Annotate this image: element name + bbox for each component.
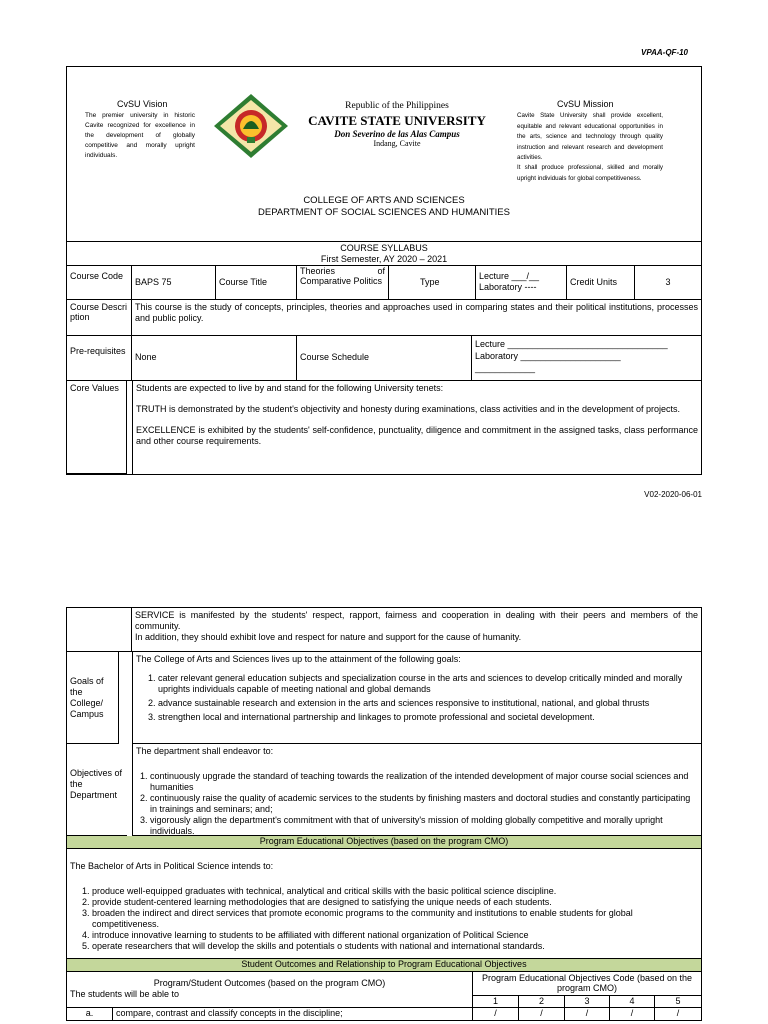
peo-body (67, 849, 701, 959)
service-line-2: In addition, they should exhibit love and respect for nature and support for the cause of humanity. (135, 632, 522, 642)
so-col-outcomes (67, 972, 473, 1008)
goals-list (136, 673, 698, 723)
description-text: This course is the study of concepts, principles, theories and approaches used in comparing states and their political institutions, processes and public policy. (132, 300, 701, 336)
objectives-label: Objectives of the Department (67, 744, 127, 836)
syllabus-title: COURSE SYLLABUS (340, 243, 428, 253)
so-row-mark-1: / (473, 1008, 519, 1020)
campus-location: Indang, Cavite (373, 139, 421, 148)
goals-intro: The College of Arts and Sciences lives up to the attainment of the following goals: (136, 654, 461, 664)
prereq-value: None (132, 336, 297, 381)
objectives-text (132, 744, 701, 836)
so-row-text: compare, contrast and classify concepts in the discipline; (113, 1008, 473, 1020)
type-value (476, 266, 567, 300)
service-label-cell (67, 608, 132, 652)
mission-text: Cavite State University shall provide excellent, equitable and relevant educational opportunities in the arts, science and technology through quality instruction and relevant research and development activities. (517, 112, 663, 161)
so-row-mark-4: / (610, 1008, 655, 1020)
objective-item: 1. continuously upgrade the standard of teaching towards the realization of the intended development of major course social sciences and humanities (150, 771, 698, 793)
so-row-letter: a. (67, 1008, 113, 1020)
type-label: Type (389, 266, 476, 300)
objectives-list (136, 771, 698, 837)
semester-label: First Semester, AY 2020 – 2021 (320, 254, 448, 264)
description-label-text: Course Description (70, 302, 128, 322)
objective-item: 3. vigorously align the department's commitment with that of university's mission of molding globally competitive and morally upright individuals. (150, 815, 698, 837)
university-name: CAVITE STATE UNIVERSITY (308, 113, 486, 128)
so-code-2: 2 (519, 996, 565, 1008)
course-title-value: Theories of Comparative Politics (297, 266, 389, 300)
republic-text: Republic of the Philippines (345, 101, 449, 111)
objectives-intro: The department shall endeavor to: (136, 746, 274, 756)
course-code-value: BAPS 75 (132, 266, 216, 300)
version-code: V02-2020-06-01 (644, 490, 702, 499)
schedule-label: Course Schedule (297, 336, 472, 381)
so-row-mark-2: / (519, 1008, 565, 1020)
type-laboratory: Laboratory ---- (479, 282, 537, 292)
prereq-label: Pre-requisites (67, 336, 132, 381)
page2-table (66, 607, 702, 1021)
peo-item: 2. provide student-centered learning methodologies that are designed to satisfying the unique needs of each students. (92, 897, 698, 908)
goals-text (132, 652, 701, 744)
peo-item: 5. operate researchers that will develop the skills and potentials o students with national and international standards. (92, 941, 698, 952)
so-row-mark-3: / (565, 1008, 610, 1020)
so-row-mark-5: / (676, 1008, 680, 1018)
core-intro: Students are expected to live by and stand for the following University tenets: (136, 383, 444, 393)
department-name: DEPARTMENT OF SOCIAL SCIENCES AND HUMANITIES (258, 207, 510, 218)
syllabus-table (66, 241, 702, 475)
objective-item: 2. continuously raise the quality of academic services to the students by finishing masters and doctoral studies and constantly participating in trainings and seminars; and; (150, 793, 698, 815)
course-code-label: Course Code (67, 266, 132, 300)
so-col-outcomes-title: Program/Student Outcomes (based on the program CMO) (153, 978, 386, 988)
so-code-1: 1 (473, 996, 519, 1008)
goal-item: 3. strengthen local and international partnership and linkages to promote professional and societal development. (158, 712, 698, 723)
so-header: Student Outcomes and Relationship to Program Educational Objectives (67, 959, 701, 972)
goal-item: 1. cater relevant general education subjects and specialization course in the arts and sciences to develop critically minded and morally uprights individuals capable of meeting national and global demands (158, 673, 698, 695)
peo-header: Program Educational Objectives (based on the program CMO) (67, 836, 701, 849)
credit-units-label: Credit Units (567, 266, 635, 300)
credit-units-value: 3 (635, 266, 701, 300)
peo-item: 3. broaden the indirect and direct services that promote economic programs to the community and institutions to enable students for global competitiveness. (92, 908, 698, 930)
peo-intro: The Bachelor of Arts in Political Science intends to: (70, 861, 274, 871)
goals-label: Goals of the College/ Campus (67, 652, 119, 744)
schedule-laboratory: Laboratory ________________________________ (475, 351, 621, 373)
course-title-label: Course Title (216, 266, 297, 300)
schedule-value (472, 336, 701, 381)
core-values-label: Core Values (67, 381, 127, 474)
so-col-peo-code: Program Educational Objectives Code (based on the program CMO) (473, 972, 701, 996)
form-code: VPAA-QF-10 (641, 48, 688, 57)
goal-item: 2. advance sustainable research and extension in the arts and sciences responsive to institutional, national, and global thrusts (158, 698, 698, 709)
vision-title: CvSU Vision (117, 99, 168, 109)
campus-name: Don Severino de las Alas Campus (334, 129, 460, 139)
so-code-5: 5 (655, 996, 701, 1008)
so-col-outcomes-sub: The students will be able to (70, 989, 180, 999)
mission-text-2: It shall produce professional, skilled and morally upright individuals for global competitiveness. (517, 164, 663, 182)
so-code-3: 3 (565, 996, 610, 1008)
header-box (66, 66, 702, 242)
peo-item: 1. produce well-equipped graduates with technical, analytical and critical skills with the basic political science discipline. (92, 886, 698, 897)
college-name: COLLEGE OF ARTS AND SCIENCES (303, 195, 465, 206)
so-code-4: 4 (610, 996, 655, 1008)
mission-title: CvSU Mission (557, 99, 614, 109)
service-line-1: SERVICE is manifested by the students' respect, rapport, fairness and cooperation in dealing with their peers and members of the community. (135, 610, 698, 631)
peo-list (70, 886, 698, 952)
core-excellence: EXCELLENCE is exhibited by the students' self-confidence, punctuality, diligence and commitment in the assigned tasks, class performance and other course requirements. (136, 425, 698, 446)
schedule-lecture: Lecture ________________________________ (475, 339, 668, 349)
core-values-text (132, 381, 701, 474)
description-label (67, 300, 132, 336)
service-text (132, 608, 701, 652)
vision-text: The premier university in historic Cavite recognized for excellence in the development of globally competitive and morally upright individuals. (85, 112, 195, 159)
type-lecture: Lecture ___/__ (479, 271, 540, 281)
peo-item: 4. introduce innovative learning to students to be affiliated with different national organization of Political Science (92, 930, 698, 941)
core-truth: TRUTH is demonstrated by the student's objectivity and honesty during examinations, class activities and in the development of projects. (136, 404, 680, 414)
